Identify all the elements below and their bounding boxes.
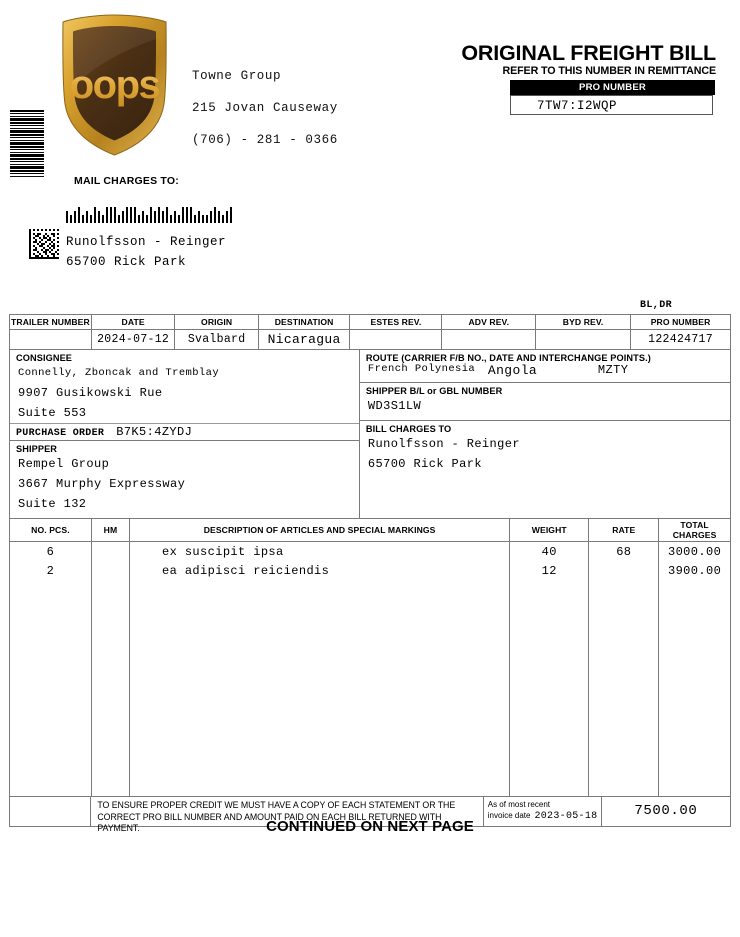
mail-to-block xyxy=(66,232,226,272)
empty-cell-rate xyxy=(589,580,659,797)
cell-destination: Nicaragua xyxy=(258,330,349,350)
cell-rate xyxy=(589,561,659,580)
document-header xyxy=(0,0,740,300)
mail-to-address: 65700 Rick Park xyxy=(66,255,187,269)
shipper-panel xyxy=(10,441,359,518)
table-row xyxy=(10,561,730,580)
shipper-address1: 3667 Murphy Expressway xyxy=(18,477,186,491)
empty-cell-pcs xyxy=(10,580,91,797)
cell-hm xyxy=(91,561,129,580)
table-header-row xyxy=(10,519,730,542)
empty-cell-weight xyxy=(510,580,589,797)
route-panel xyxy=(360,350,730,383)
bill-charges-address: 65700 Rick Park xyxy=(367,457,482,471)
cell-weight: 12 xyxy=(510,561,589,580)
logo-text: oops xyxy=(69,63,160,107)
bill-charges-label: BILL CHARGES TO xyxy=(365,424,452,434)
table-row xyxy=(10,542,730,562)
cell-origin: Svalbard xyxy=(175,330,259,350)
shipper-bl-label: SHIPPER B/L or GBL NUMBER xyxy=(365,386,503,396)
table-empty-space xyxy=(10,580,730,797)
route-value-1: French Polynesia xyxy=(367,363,476,375)
carrier-phone: (706) - 281 - 0366 xyxy=(192,133,338,147)
cell-rate: 68 xyxy=(589,542,659,562)
invoice-date-label-line1: As of most recent xyxy=(487,800,550,809)
shipper-label: SHIPPER xyxy=(16,444,58,454)
pro-number-header: PRO NUMBER xyxy=(510,80,715,95)
purchase-order-label: PURCHASE ORDER xyxy=(16,428,105,439)
cell-no-pcs: 6 xyxy=(10,542,91,562)
mail-charges-label: MAIL CHARGES TO: xyxy=(74,175,179,187)
cell-trailer-number xyxy=(10,330,91,350)
invoice-date-label-line2: invoice date xyxy=(487,810,531,820)
cell-no-pcs: 2 xyxy=(10,561,91,580)
articles-table xyxy=(10,518,730,797)
parties-right-column xyxy=(360,350,730,518)
consignee-label: CONSIGNEE xyxy=(16,353,73,363)
bill-charges-panel xyxy=(360,421,730,478)
consignee-address2: Suite 553 xyxy=(18,406,87,420)
col-total-charges: TOTAL CHARGES xyxy=(659,519,730,542)
cell-total-charges: 3000.00 xyxy=(667,544,722,559)
purchase-order-value: B7K5:4ZYDJ xyxy=(116,425,193,439)
bill-charges-name: Runolfsson - Reinger xyxy=(367,437,520,451)
empty-cell-total xyxy=(659,580,730,797)
datamatrix-barcode-icon xyxy=(29,229,59,259)
purchase-order-row xyxy=(10,423,359,440)
consignee-name: Connelly, Zboncak and Tremblay xyxy=(18,367,220,379)
col-hm: HM xyxy=(91,519,129,542)
parties-left-column xyxy=(10,350,360,518)
cell-description: ea adipisci reiciendis xyxy=(130,561,510,580)
cell-date: 2024-07-12 xyxy=(91,330,175,350)
postal-barcode-icon xyxy=(66,207,234,227)
page-title: ORIGINAL FREIGHT BILL xyxy=(461,41,716,65)
col-byd-rev: BYD REV. xyxy=(536,315,631,330)
invoice-date-value: 2023-05-18 xyxy=(534,810,598,822)
col-rate: RATE xyxy=(589,519,659,542)
cell-description: ex suscipit ipsa xyxy=(130,542,510,562)
col-estes-rev: ESTES REV. xyxy=(350,315,442,330)
consignee-address1: 9907 Gusikowski Rue xyxy=(18,386,163,400)
grand-total-value: 7500.00 xyxy=(634,803,698,819)
col-description: DESCRIPTION OF ARTICLES AND SPECIAL MARKINGS xyxy=(130,519,510,542)
freight-bill-form xyxy=(9,314,731,833)
empty-cell-description xyxy=(130,580,510,797)
shipper-bl-value: WD3S1LW xyxy=(367,399,422,413)
shipper-name: Rempel Group xyxy=(18,457,110,471)
route-value-2: Angola xyxy=(487,363,538,378)
col-trailer-number: TRAILER NUMBER xyxy=(10,315,91,330)
oops-shield-logo xyxy=(57,12,172,158)
col-destination: DESTINATION xyxy=(258,315,349,330)
shipper-address2: Suite 132 xyxy=(18,497,87,511)
shipper-bl-panel xyxy=(360,383,730,421)
cell-estes-rev xyxy=(350,330,442,350)
route-values xyxy=(360,363,730,378)
route-value-3: MZTY xyxy=(597,363,629,377)
empty-cell-hm xyxy=(91,580,129,797)
carrier-name: Towne Group xyxy=(192,69,282,83)
col-adv-rev: ADV REV. xyxy=(442,315,536,330)
col-weight: WEIGHT xyxy=(510,519,589,542)
cell-pro-number: 122424717 xyxy=(631,330,730,350)
parties-section xyxy=(10,350,730,518)
cell-weight: 40 xyxy=(510,542,589,562)
col-no-pcs: NO. PCS. xyxy=(10,519,91,542)
col-date: DATE xyxy=(91,315,175,330)
cell-byd-rev xyxy=(536,330,631,350)
credit-notice-line2: CORRECT PRO BILL NUMBER AND AMOUNT PAID ON EACH BILL RETURNED WITH PAYMENT. xyxy=(97,811,442,833)
linear-barcode-icon xyxy=(10,110,44,178)
table-row xyxy=(10,330,730,350)
shipment-summary-table xyxy=(10,315,730,350)
continued-notice: CONTINUED ON NEXT PAGE xyxy=(266,818,474,835)
carrier-address: 215 Jovan Causeway xyxy=(192,101,338,115)
consignee-panel xyxy=(10,350,359,441)
page-subtitle: REFER TO THIS NUMBER IN REMITTANCE xyxy=(502,65,716,77)
table-header-row xyxy=(10,315,730,330)
cell-hm xyxy=(91,542,129,562)
route-label: ROUTE (CARRIER F/B NO., DATE AND INTERCHANGE POINTS.) xyxy=(365,353,651,363)
col-pro-number: PRO NUMBER xyxy=(631,315,730,330)
cell-adv-rev xyxy=(442,330,536,350)
credit-notice-line1: TO ENSURE PROPER CREDIT WE MUST HAVE A COPY OF EACH STATEMENT OR THE xyxy=(97,800,456,810)
mail-to-name: Runolfsson - Reinger xyxy=(66,235,227,249)
pro-number-value: 7TW7:I2WQP xyxy=(510,95,713,115)
bl-dr-label: BL,DR xyxy=(640,300,673,311)
cell-total-charges: 3900.00 xyxy=(667,563,722,578)
col-origin: ORIGIN xyxy=(175,315,259,330)
